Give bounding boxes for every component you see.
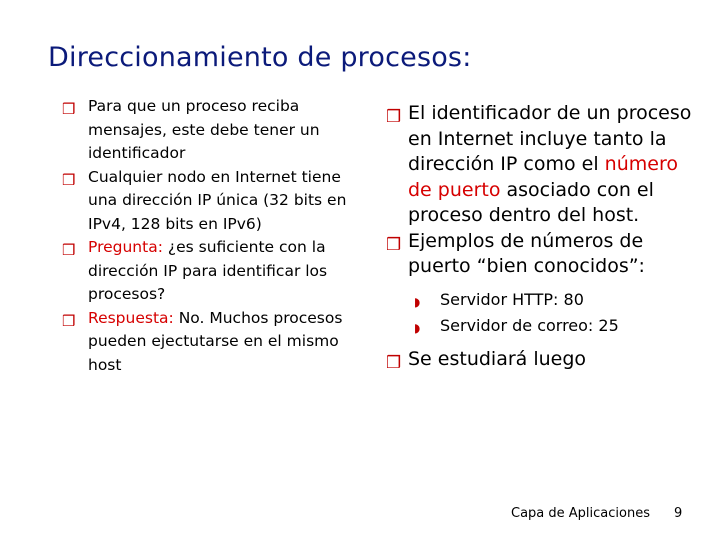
question-label: Pregunta: <box>88 238 168 256</box>
sub-bullet-item <box>386 313 706 339</box>
bullet-item <box>62 166 362 237</box>
bullet-text: Ejemplos de números de puerto “bien conocidos”: <box>408 229 645 277</box>
bullet-text: No. Muchos procesos pueden ejectutarse en el mismo host <box>88 308 343 374</box>
footer-section: Capa de Aplicaciones <box>511 506 650 521</box>
slide-title: Direccionamiento de procesos: <box>48 42 472 73</box>
bullet-icon: ❒ <box>386 234 402 255</box>
bullet-text: asociado con el proceso dentro del host. <box>408 178 654 226</box>
bullet-text: Se estudiará luego <box>408 347 587 370</box>
bullet-icon: ❒ <box>62 100 76 118</box>
bullet-text: El identificador de un proceso en Internet incluye tanto la dirección IP como el <box>408 102 692 175</box>
sub-bullet-icon: ◗ <box>414 320 421 335</box>
bullet-item <box>386 101 706 229</box>
bullet-item <box>386 347 706 373</box>
sub-bullet-item <box>386 287 706 313</box>
bullet-icon: ❒ <box>386 352 402 373</box>
right-column <box>386 101 706 372</box>
page-number: 9 <box>674 506 683 521</box>
answer-label: Respuesta: <box>88 308 179 327</box>
bullet-text: ¿es suficiente con la dirección IP para identificar los procesos? <box>88 238 328 303</box>
bullet-item <box>386 229 706 280</box>
highlight-text: número de puerto <box>408 153 678 201</box>
bullet-icon: ❒ <box>62 170 76 189</box>
sub-bullet-text: Servidor de correo: 25 <box>440 315 619 335</box>
bullet-text: Para que un proceso reciba mensajes, este debe tener un identificador <box>88 97 320 162</box>
sub-bullet-icon: ◗ <box>414 294 421 309</box>
bullet-icon: ❒ <box>62 241 76 259</box>
bullet-item <box>62 236 362 307</box>
bullet-text: Cualquier nodo en Internet tiene una dirección IP única (32 bits en IPv4, 128 bits en IPv6) <box>88 167 347 233</box>
bullet-icon: ❒ <box>386 107 402 127</box>
bullet-icon: ❒ <box>62 311 76 330</box>
sub-bullet-text: Servidor HTTP: 80 <box>440 289 584 309</box>
bullet-item <box>62 307 362 378</box>
bullet-item <box>62 95 362 166</box>
left-column <box>62 95 362 377</box>
